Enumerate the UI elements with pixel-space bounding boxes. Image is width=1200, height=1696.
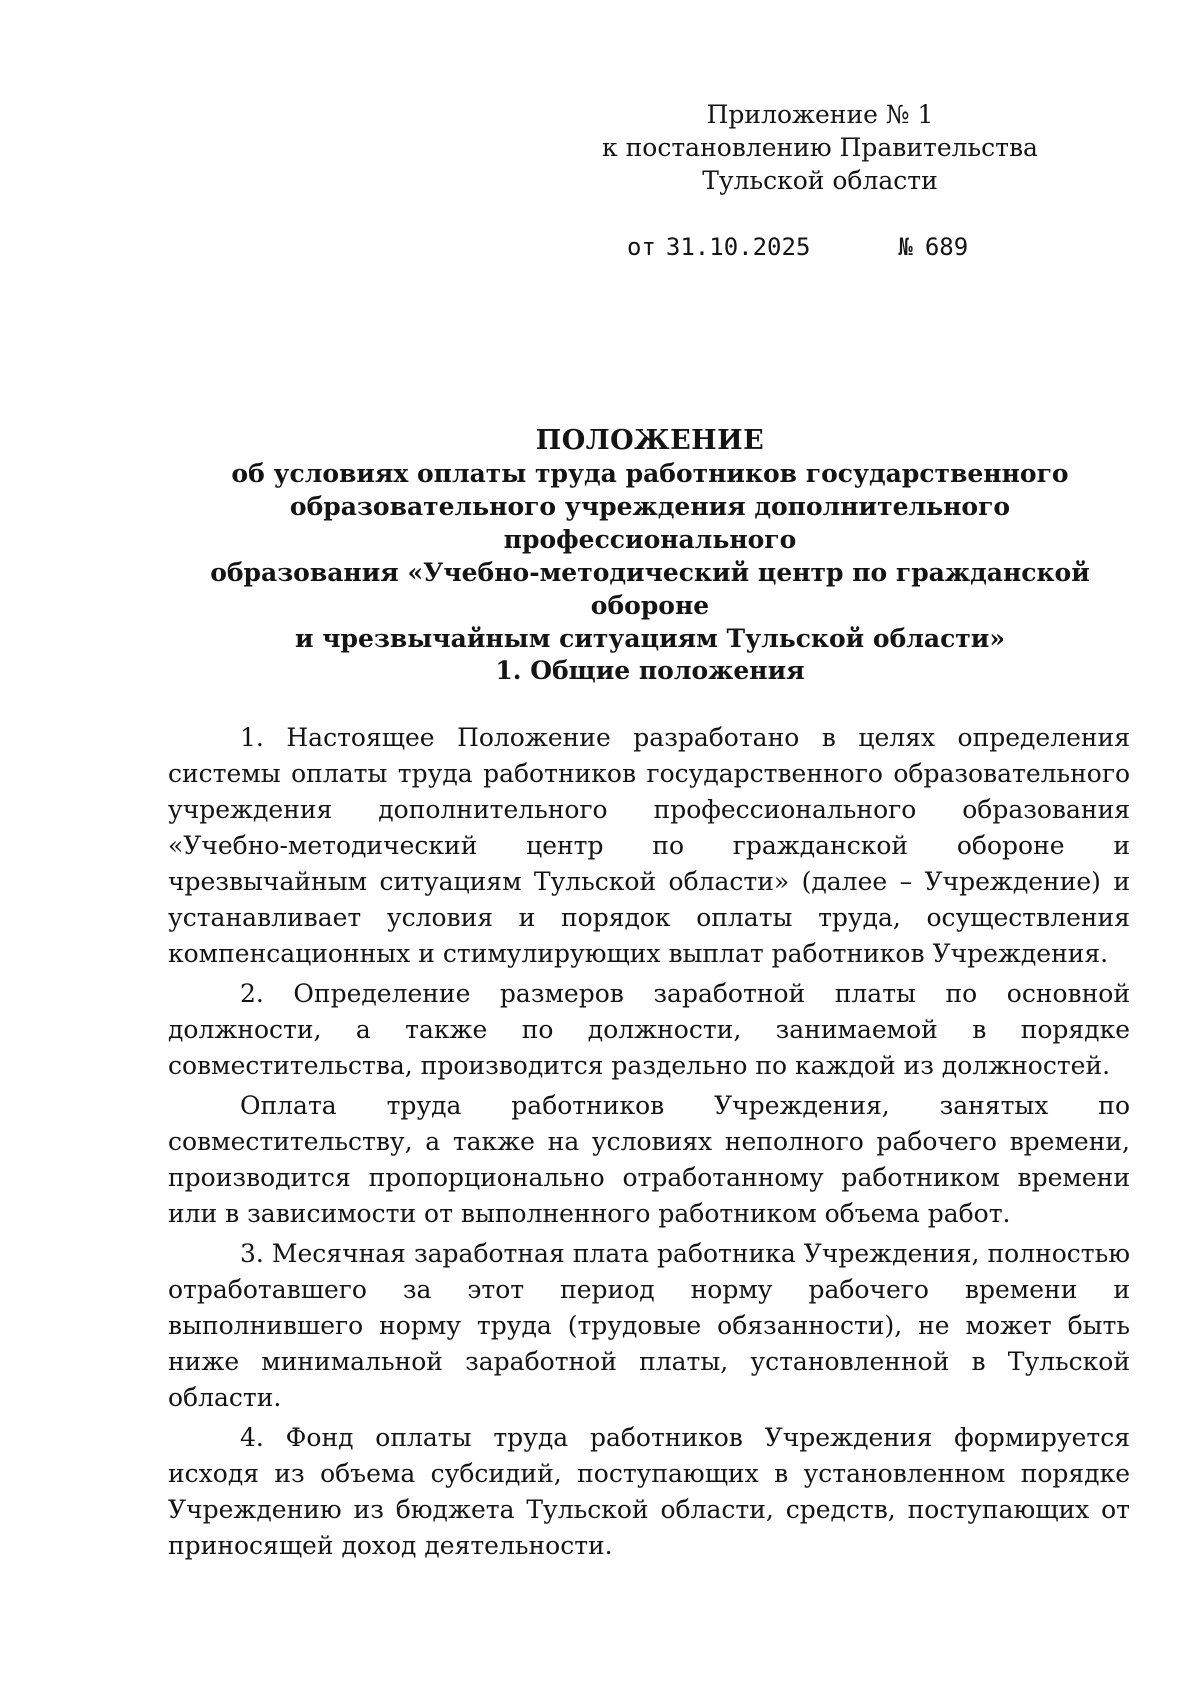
appendix-region: Тульской области [702, 166, 938, 195]
document-title [170, 424, 1130, 655]
number-sign: № [898, 233, 913, 261]
appendix-number: Приложение № 1 [706, 100, 934, 129]
decree-number: 689 [924, 233, 969, 261]
paragraph-4: 4. Фонд оплаты труда работников Учреждения формируется исходя из объема субсидий, поступающих в установленном порядке Учреждению из бюджета Тульской области, средств, поступающих от приносящей доход деятельности. [168, 1423, 1130, 1560]
section-heading: 1. Общие положения [495, 656, 805, 685]
document-body [168, 720, 1130, 1564]
title-line-2: образовательного учреждения дополнительного профессионального [289, 492, 1011, 554]
title-line-4: и чрезвычайным ситуациям Тульской области» [295, 624, 1005, 653]
paragraph-1: 1. Настоящее Положение разработано в целях определения системы оплаты труда работников государственного образовательного учреждения дополнительного профессионального образования «Учебно-методический центр по гражданской обороне и чрезвычайным ситуациям Тульской области» (далее – Учреждение) и устанавливает условия и порядок оплаты труда, осуществления компенсационных и стимулирующих выплат работников Учреждения. [168, 723, 1130, 968]
date-from-label: от [627, 233, 656, 261]
title-line-1: об условиях оплаты труда работников государственного [231, 459, 1069, 488]
appendix-header [600, 98, 1040, 197]
paragraph-3: 3. Месячная заработная плата работника Учреждения, полностью отработавшего за этот период норму рабочего времени и выполнившего норму труда (трудовые обязанности), не может быть ниже минимальной заработной платы, установленной в Тульской области. [168, 1239, 1130, 1412]
decree-date: 31.10.2025 [665, 233, 811, 261]
title-main: ПОЛОЖЕНИЕ [535, 425, 765, 456]
paragraph-2: 2. Определение размеров заработной платы по основной должности, а также по должности, занимаемой в порядке совместительства, производится раздельно по каждой из должностей. [168, 979, 1130, 1080]
title-line-3: образования «Учебно-методический центр по гражданской обороне [210, 558, 1090, 620]
decree-dateline [627, 232, 1047, 262]
paragraph-2-continued: Оплата труда работников Учреждения, занятых по совместительству, а также на условиях неполного рабочего времени, производится пропорционально отработанному работником времени или в зависимости от выполненного работником объема работ. [168, 1091, 1130, 1228]
appendix-decree-reference: к постановлению Правительства [602, 133, 1038, 162]
